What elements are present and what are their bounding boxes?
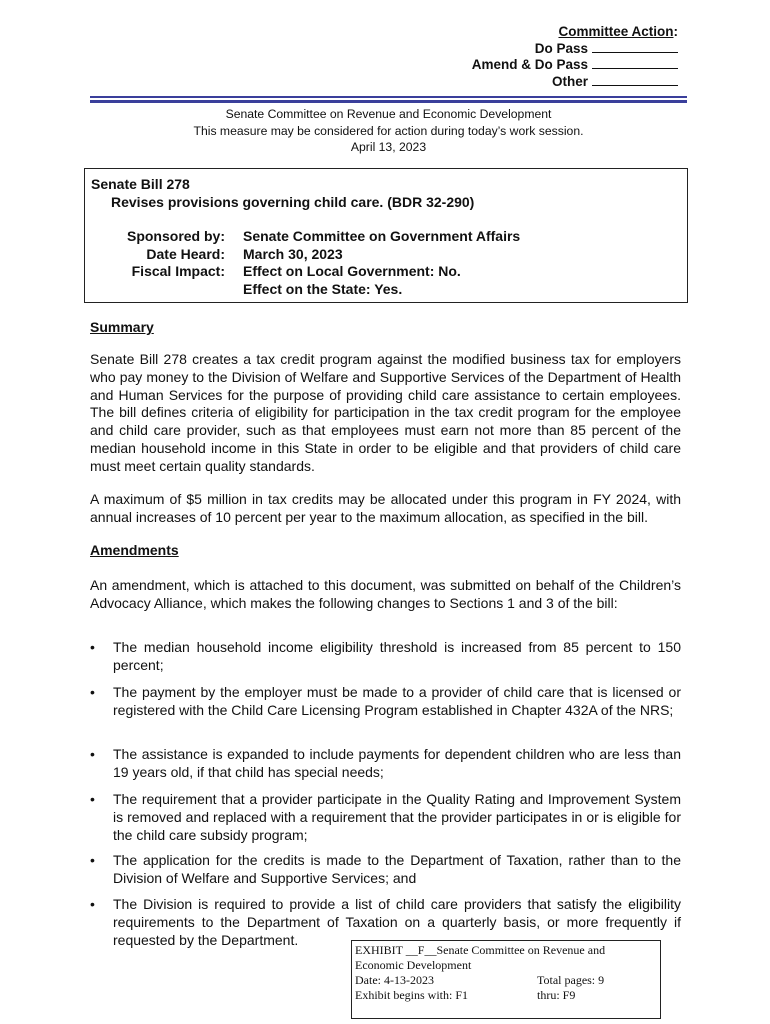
other-blank bbox=[592, 75, 678, 86]
amendment-item bbox=[90, 746, 681, 782]
fiscal-state-value: Effect on the State: Yes. bbox=[243, 280, 403, 297]
committee-name: Senate Committee on Revenue and Economic Development bbox=[225, 107, 552, 121]
amendment-item-text: The payment by the employer must be made to a provider of child care that is licensed or registered with the Child Care Licensing Program established in Chapter 432A of the NRS; bbox=[113, 684, 681, 718]
committee-action-title: Committee Action bbox=[558, 24, 674, 39]
amend-do-pass-line: Amend & Do Pass bbox=[472, 57, 678, 74]
header-rule-thin bbox=[90, 96, 687, 98]
summary-paragraph-1: Senate Bill 278 creates a tax credit program against the modified business tax for employers who pay money to the Division of Welfare and Supportive Services of the Department of Health and Human Services for the purpose of providing child care assistance to certain employees. The bill defines criteria of eligibility for participation in the tax credit program for the employee and child care provider, such as that employees must earn not more than 85 percent of the median household income in this State in order to be eligible and that providers of child care must meet certain quality standards. bbox=[90, 351, 681, 474]
bullet-glyph: • bbox=[90, 896, 95, 912]
summary-heading: Summary bbox=[90, 319, 154, 335]
meeting-date: April 13, 2023 bbox=[350, 140, 427, 154]
fiscal-impact-label: Fiscal Impact: bbox=[131, 263, 225, 279]
amend-do-pass-blank bbox=[592, 58, 678, 69]
exhibit-line-1: EXHIBIT __F__Senate Committee on Revenue and bbox=[355, 943, 606, 957]
bullet-glyph: • bbox=[90, 639, 95, 655]
committee-action-block bbox=[472, 24, 678, 90]
amendments-heading: Amendments bbox=[90, 542, 179, 558]
amendments-intro: An amendment, which is attached to this document, was submitted on behalf of the Children’s Advocacy Alliance, which makes the following changes to Sections 1 and 3 of the bill: bbox=[90, 577, 681, 611]
amendment-item bbox=[90, 639, 681, 675]
bullet-glyph: • bbox=[90, 684, 95, 700]
do-pass-blank bbox=[592, 42, 678, 53]
bullet-glyph: • bbox=[90, 746, 95, 762]
amendment-item-text: The requirement that a provider participate in the Quality Rating and Improvement System is removed and replaced with a requirement that the provider participates in or is eligible for the child care subsidy program; bbox=[113, 791, 681, 843]
amendment-item-text: The application for the credits is made to the Department of Taxation, rather than to the Division of Welfare and Supportive Services; and bbox=[113, 852, 681, 886]
summary-paragraph-2: A maximum of $5 million in tax credits may be allocated under this program in FY 2024, with annual increases of 10 percent per year to the maximum allocation, as specified in the bill. bbox=[90, 491, 681, 525]
do-pass-line: Do Pass bbox=[472, 41, 678, 58]
exhibit-range-row bbox=[355, 988, 660, 1003]
exhibit-date-row bbox=[355, 973, 660, 988]
bullet-glyph: • bbox=[90, 791, 95, 807]
other-line: Other bbox=[472, 74, 678, 91]
exhibit-total-pages: Total pages: 9 bbox=[537, 973, 605, 987]
fiscal-local-value: Effect on Local Government: No. bbox=[243, 263, 461, 279]
bullet-glyph: • bbox=[90, 852, 95, 868]
exhibit-stamp bbox=[351, 940, 661, 1019]
amendment-item bbox=[90, 791, 681, 844]
amendment-item-text: The assistance is expanded to include payments for dependent children who are less than 19 years old, if that child has special needs; bbox=[113, 746, 681, 780]
sponsored-label: Sponsored by: bbox=[126, 228, 225, 244]
exhibit-begins: Exhibit begins with: F1 bbox=[355, 988, 469, 1002]
amendment-item bbox=[90, 684, 681, 720]
exhibit-date: Date: 4-13-2023 bbox=[355, 973, 434, 987]
date-heard-label: Date Heard: bbox=[146, 245, 225, 262]
sponsored-value: Senate Committee on Government Affairs bbox=[243, 228, 521, 244]
header-rule-thick bbox=[90, 100, 687, 103]
amendment-item-text: The Division is required to provide a list of child care providers that satisfy the eligibility requirements to the Department of Taxation on a quarterly basis, or more frequently if requested by the Department. bbox=[113, 896, 681, 948]
meeting-info bbox=[90, 106, 687, 156]
bill-name: Senate Bill 278 bbox=[91, 176, 190, 192]
exhibit-line-2: Economic Development bbox=[355, 958, 472, 972]
committee-action-title-row: Committee Action: bbox=[558, 24, 678, 39]
work-session-note: This measure may be considered for action during today’s work session. bbox=[193, 123, 584, 138]
exhibit-thru: thru: F9 bbox=[537, 988, 576, 1002]
amendment-item-text: The median household income eligibility threshold is increased from 85 percent to 150 percent; bbox=[113, 639, 681, 673]
date-heard-value: March 30, 2023 bbox=[243, 245, 343, 262]
bill-description: Revises provisions governing child care. (BDR 32-290) bbox=[111, 193, 475, 210]
amendment-item bbox=[90, 852, 681, 888]
bill-info-box bbox=[84, 168, 688, 303]
